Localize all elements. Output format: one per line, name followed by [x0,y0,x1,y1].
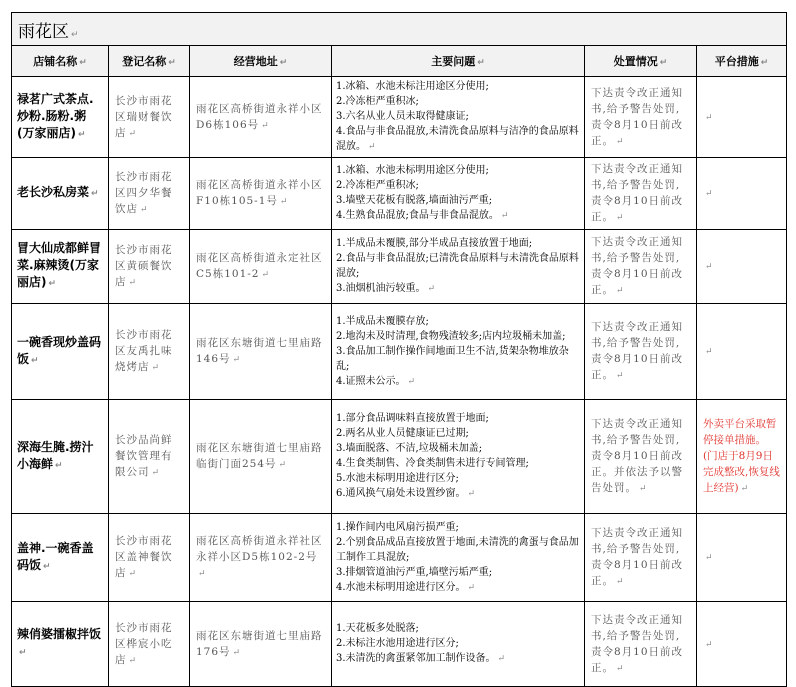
address-cell [190,514,332,602]
return-mark: ↵ [261,120,270,131]
return-mark: ↵ [497,654,506,664]
address-cell [190,400,332,514]
handling-cell [585,400,697,514]
return-mark: ↵ [279,197,289,207]
table-row [12,602,787,687]
district-title: 雨花区 [18,21,69,42]
return-mark: ↵ [140,205,149,215]
issue-item: 1.部分食品调味料直接放置于地面; [336,413,489,424]
return-mark: ↵ [261,270,271,280]
return-mark: ↵ [128,655,138,666]
header-issues: 主要问题 ↵ [332,46,585,77]
address-cell-text: 雨花区高桥街道永定社区C5栋101-2 [196,252,323,280]
table-row [12,77,787,158]
registered-name-cell-text: 长沙品尚鲜餐饮管理有限公司 [115,434,173,478]
issue-item: 3.墙面脱落、不洁,垃圾桶未加盖; [336,443,483,454]
issue-item: 5.水池未标明用途进行区分; [336,473,459,484]
table-row [12,304,787,400]
return-mark: ↵ [43,561,51,572]
header-handling: 处置情况 ↵ [585,46,697,77]
shop-name-cell-text: 深海生腌.捞汁小海鲜 [17,439,94,471]
return-mark: ↵ [740,484,749,494]
issue-item: 3.食品加工制作操作间地面卫生不洁,货架杂物堆放杂乱; [336,345,569,372]
registered-name-cell-text: 长沙市雨花区桦宸小吃店 [115,621,173,666]
return-mark: ↵ [616,213,625,223]
return-mark: ↵ [77,129,86,140]
address-cell-text: 雨花区东塘街道七里庙路146号 [196,337,323,365]
issue-item: 2.个别食品成品直接放置于地面,未清洗的禽蛋与食品加工制作工具混放; [336,536,579,563]
platform-measure-cell-text: 外卖平台采取暂停接单措施。(门店于8月9日完成整改,恢复线上经营) [703,418,780,494]
return-mark: ↵ [48,279,57,289]
issue-item: 2.冷冻柜严重积冰; [336,96,419,107]
issue-item: 3.油烟机油污较重。 ↵ [336,283,436,294]
issue-item: 3.排烟管道油污严重,墙壁污垢严重; [336,566,493,578]
address-cell-text: 雨花区高桥街道永祥小区D6栋106号 [196,102,323,131]
platform-measure-cell [697,77,787,158]
registered-name-cell [109,230,190,304]
registered-name-cell [109,77,190,158]
registered-name-cell-text: 长沙市雨花区四夕华餐饮店 [115,171,173,215]
issues-cell [332,77,585,158]
platform-measure-cell [697,602,787,687]
return-mark: ↵ [616,663,625,674]
header-address: 经营地址 ↵ [190,46,332,77]
issue-item: 1.冰箱、水池未标明用途区分使用; [336,165,489,176]
shop-name-cell [12,304,109,400]
issue-item: 3.墙壁天花板有脱落,墙面油污严重; [336,195,493,206]
return-mark: ↵ [128,128,138,139]
table-row [12,400,787,514]
issue-item: 6.通风换气扇处未设置纱窗。 ↵ [336,488,476,499]
return-mark: ↵ [705,553,713,563]
return-mark: ↵ [616,371,625,381]
issue-item: 3.六名从业人员未取得健康证; [336,111,469,122]
return-mark: ↵ [128,278,138,288]
issue-item: 2.未标注水池用途进行区分; [336,638,459,649]
registered-name-cell [109,514,190,602]
issues-cell [332,158,585,230]
return-mark: ↵ [616,577,625,587]
handling-cell-text: 下达责令改正通知书,给予警告处罚,责令8月10日前改正。 [591,86,684,147]
shop-name-cell [12,602,109,687]
issue-item: 4.证照未公示。 ↵ [336,375,416,387]
handling-cell [585,158,697,230]
issue-item: 4.水池未标明用途进行区分。 ↵ [336,581,476,593]
shop-name-cell [12,514,109,602]
handling-cell [585,230,697,304]
address-cell-text: 雨花区东塘街道七里庙路176号 [196,629,323,658]
return-mark: ↵ [616,136,625,147]
header-platform: 平台措施 ↵ [697,46,787,77]
shop-name-cell-text: 老长沙私房菜 [17,185,90,199]
return-mark: ↵ [500,211,509,221]
return-mark: ↵ [151,468,161,478]
return-mark: ↵ [128,569,138,579]
handling-cell-text: 下达责令改正通知书,给予警告处罚,责令8月10日前改正。 [591,527,684,587]
header-registered: 登记名称 ↵ [109,46,190,77]
return-mark: ↵ [55,460,63,471]
header-row [12,46,787,77]
platform-measure-cell [697,230,787,304]
return-mark: ↵ [705,189,713,199]
table-row [12,230,787,304]
issue-item: 2.食品与非食品混放;已清洗食品原料与未清洗食品原料混放; [336,253,579,279]
return-mark: ↵ [427,284,436,294]
return-mark: ↵ [91,189,99,199]
issue-item: 1.冰箱、水池未标注用途区分使用; [336,81,489,92]
issue-item: 4.生熟食品混放;食品与非食品混放。 ↵ [336,210,509,221]
handling-cell [585,602,697,687]
issue-item: 4.生食类制售、冷食类制售未进行专间管理; [336,458,529,469]
address-cell-text: 雨花区东塘街道七里庙路临街门面254号 [196,442,323,470]
handling-cell-text: 下达责令改正通知书,给予警告处罚,责令8月10日前改正。并依法予以警告处罚。 [591,418,684,494]
platform-measure-cell [697,400,787,514]
registered-name-cell-text: 长沙市雨花区瑞财餐饮店 [115,94,173,139]
return-mark: ↵ [705,262,713,272]
issue-item: 2.两名从业人员健康证已过期; [336,428,469,439]
platform-measure-cell [697,514,787,602]
registered-name-cell [109,304,190,400]
issues-cell [332,602,585,687]
issue-item: 2.冷冻柜严重积冰; [336,180,419,191]
shop-name-cell-text: 盖神.一碗香盖码饭 [17,540,94,572]
issue-item: 1.天花板多处脱落; [336,623,419,634]
address-cell [190,304,332,400]
return-mark: ↵ [467,582,476,593]
shop-name-cell [12,158,109,230]
registered-name-cell-text: 长沙市雨花区友禹扎味烧烤店 [115,329,173,373]
registered-name-cell [109,602,190,687]
return-mark: ↵ [705,347,713,357]
issues-cell [332,400,585,514]
return-mark: ↵ [705,112,713,123]
handling-cell-text: 下达责令改正通知书,给予警告处罚,责令8月10日前改正。 [591,613,684,674]
issue-item: 1.半成品未覆膜存放; [336,315,429,327]
return-mark: ↵ [705,639,713,650]
issue-item: 3.未清洗的禽蛋紧邻加工制作设备。 ↵ [336,653,506,664]
return-mark: ↵ [278,460,288,470]
return-mark: ↵ [232,647,242,658]
return-mark: ↵ [71,29,79,40]
issues-cell [332,514,585,602]
shop-name-cell-text: 一碗香现炒盖码饭 [17,334,102,366]
address-cell [190,230,332,304]
return-mark: ↵ [232,355,242,365]
return-mark: ↵ [467,489,476,499]
table-row [12,514,787,602]
return-mark: ↵ [198,569,207,579]
registered-name-cell [109,158,190,230]
registered-name-cell [109,400,190,514]
platform-measure-cell [697,158,787,230]
shop-name-cell-text: 冒大仙成都鲜冒菜.麻辣烫(万家丽店) [17,241,102,289]
handling-cell [585,514,697,602]
shop-name-cell-text: 辣俏婆擂椒拌饭 [17,627,102,641]
return-mark: ↵ [407,376,416,387]
address-cell [190,158,332,230]
registered-name-cell-text: 长沙市雨花区黄硕餐饮店 [115,244,173,288]
return-mark: ↵ [639,484,648,494]
issues-cell [332,304,585,400]
header-shop: 店铺名称 ↵ [12,46,109,77]
issue-item: 2.地沟未及时清理,食物残渣较多;店内垃圾桶未加盖; [336,330,566,342]
return-mark: ↵ [151,363,161,373]
return-mark: ↵ [19,648,27,658]
handling-cell-text: 下达责令改正通知书,给予警告处罚,责令8月10日前改正。 [591,236,684,296]
issue-item: 1.操作间内电风扇污损严重; [336,521,459,533]
handling-cell [585,77,697,158]
address-cell [190,77,332,158]
address-cell [190,602,332,687]
registered-name-cell-text: 长沙市雨花区盖神餐饮店 [115,535,173,579]
address-cell-text: 雨花区高桥街道永祥社区永祥小区D5栋102-2号 [196,535,323,563]
issues-cell [332,230,585,304]
return-mark: ↵ [616,286,625,296]
shop-name-cell [12,77,109,158]
shop-name-cell [12,400,109,514]
address-cell-text: 雨花区高桥街道永祥小区F10栋105-1号 [196,179,323,207]
handling-cell [585,304,697,400]
district-title-cell [12,13,787,46]
shop-name-cell [12,230,109,304]
handling-cell-text: 下达责令改正通知书,给予警告处罚,责令8月10日前改正。 [591,321,684,381]
platform-measure-cell [697,304,787,400]
shop-name-cell-text: 禄茗广式茶点.炒粉.肠粉.粥(万家丽店) [17,91,94,140]
return-mark: ↵ [31,355,39,366]
return-mark: ↵ [368,142,376,152]
table-row [12,158,787,230]
issue-item: 4.食品与非食品混放,未清洗食品原料与洁净的食品原料混放。 ↵ [336,126,579,152]
handling-cell-text: 下达责令改正通知书,给予警告处罚,责令8月10日前改正。 [591,163,684,223]
inspection-table [11,12,787,687]
issue-item: 1.半成品未覆膜,部分半成品直接放置于地面; [336,238,533,249]
